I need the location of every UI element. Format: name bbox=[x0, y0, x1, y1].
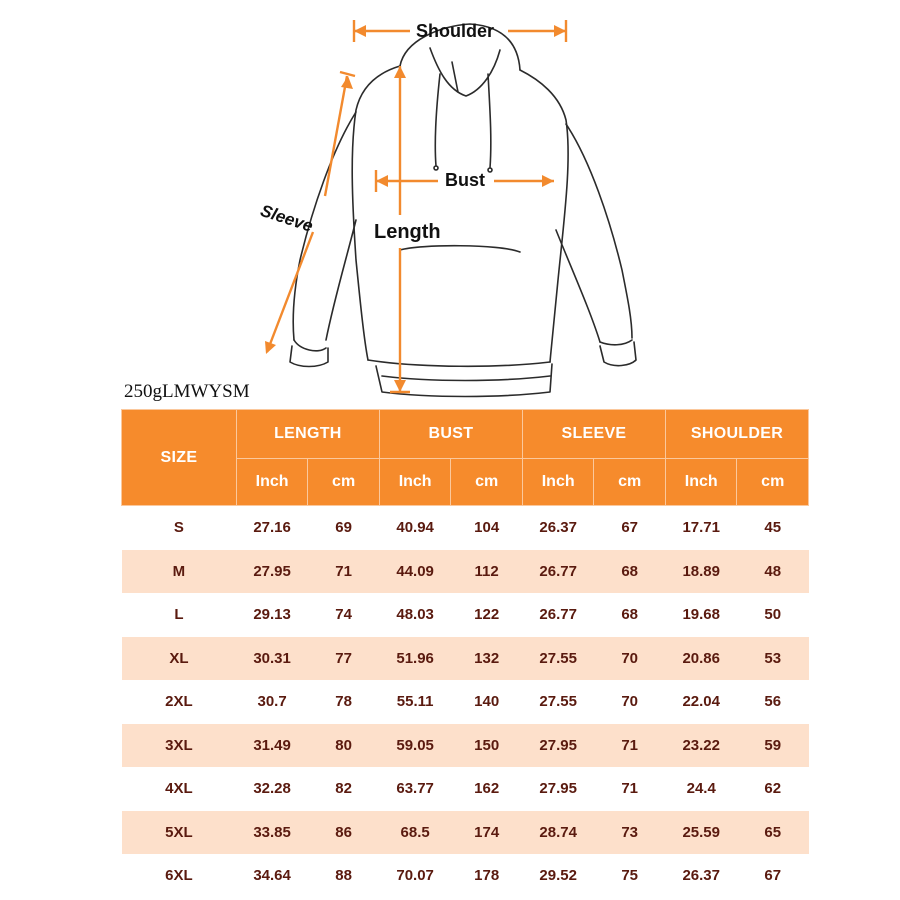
unit-header: cm bbox=[594, 459, 666, 506]
table-row bbox=[122, 550, 809, 594]
size-cell: 4XL bbox=[122, 767, 237, 811]
measurement-cell: 22.04 bbox=[665, 680, 737, 724]
measurement-cell: 88 bbox=[308, 854, 380, 898]
measurement-cell: 24.4 bbox=[665, 767, 737, 811]
measurement-cell: 70 bbox=[594, 637, 666, 681]
measurement-cell: 55.11 bbox=[379, 680, 451, 724]
measurement-cell: 63.77 bbox=[379, 767, 451, 811]
unit-header: cm bbox=[308, 459, 380, 506]
measurement-cell: 80 bbox=[308, 724, 380, 768]
table-row bbox=[122, 811, 809, 855]
measurement-cell: 26.77 bbox=[522, 550, 594, 594]
size-cell: 3XL bbox=[122, 724, 237, 768]
measurement-cell: 62 bbox=[737, 767, 809, 811]
measurement-cell: 86 bbox=[308, 811, 380, 855]
measurement-cell: 31.49 bbox=[236, 724, 308, 768]
measurement-cell: 53 bbox=[737, 637, 809, 681]
measurement-cell: 18.89 bbox=[665, 550, 737, 594]
bust-label: Bust bbox=[445, 170, 485, 190]
measurement-cell: 70 bbox=[594, 680, 666, 724]
measurement-cell: 27.16 bbox=[236, 506, 308, 550]
size-cell: 2XL bbox=[122, 680, 237, 724]
measurement-cell: 28.74 bbox=[522, 811, 594, 855]
table-row bbox=[122, 724, 809, 768]
measurement-cell: 34.64 bbox=[236, 854, 308, 898]
measurement-cell: 27.95 bbox=[236, 550, 308, 594]
table-row bbox=[122, 593, 809, 637]
measurement-cell: 50 bbox=[737, 593, 809, 637]
table-row bbox=[122, 506, 809, 550]
measurement-cell: 71 bbox=[308, 550, 380, 594]
measurement-cell: 77 bbox=[308, 637, 380, 681]
measurement-cell: 67 bbox=[737, 854, 809, 898]
measurement-cell: 70.07 bbox=[379, 854, 451, 898]
measurement-cell: 48.03 bbox=[379, 593, 451, 637]
size-chart-table bbox=[121, 409, 809, 898]
measurement-cell: 122 bbox=[451, 593, 523, 637]
unit-header: Inch bbox=[379, 459, 451, 506]
size-cell: M bbox=[122, 550, 237, 594]
measurement-cell: 33.85 bbox=[236, 811, 308, 855]
measurement-cell: 25.59 bbox=[665, 811, 737, 855]
measurement-cell: 67 bbox=[594, 506, 666, 550]
measurement-cell: 45 bbox=[737, 506, 809, 550]
measurement-cell: 27.55 bbox=[522, 637, 594, 681]
measurement-cell: 65 bbox=[737, 811, 809, 855]
measurement-cell: 19.68 bbox=[665, 593, 737, 637]
measurement-cell: 20.86 bbox=[665, 637, 737, 681]
length-label: Length bbox=[374, 221, 441, 243]
measurement-cell: 26.37 bbox=[522, 506, 594, 550]
shoulder-group-header: SHOULDER bbox=[665, 410, 808, 459]
measurement-cell: 150 bbox=[451, 724, 523, 768]
length-group-header: LENGTH bbox=[236, 410, 379, 459]
measurement-cell: 132 bbox=[451, 637, 523, 681]
measurement-cell: 59.05 bbox=[379, 724, 451, 768]
sleeve-group-header: SLEEVE bbox=[522, 410, 665, 459]
measurement-cell: 71 bbox=[594, 724, 666, 768]
table-row bbox=[122, 680, 809, 724]
measurement-cell: 112 bbox=[451, 550, 523, 594]
size-cell: XL bbox=[122, 637, 237, 681]
size-cell: 6XL bbox=[122, 854, 237, 898]
measurement-cell: 29.52 bbox=[522, 854, 594, 898]
measurement-cell: 78 bbox=[308, 680, 380, 724]
measurement-cell: 56 bbox=[737, 680, 809, 724]
measurement-diagram bbox=[0, 0, 900, 400]
measurement-cell: 73 bbox=[594, 811, 666, 855]
size-cell: 5XL bbox=[122, 811, 237, 855]
table-row bbox=[122, 637, 809, 681]
unit-header: cm bbox=[451, 459, 523, 506]
measurement-cell: 30.7 bbox=[236, 680, 308, 724]
measurement-cell: 68.5 bbox=[379, 811, 451, 855]
measurement-cell: 174 bbox=[451, 811, 523, 855]
table-group-header-row bbox=[122, 410, 809, 459]
bust-group-header: BUST bbox=[379, 410, 522, 459]
size-column-header: SIZE bbox=[122, 410, 237, 506]
measurement-cell: 140 bbox=[451, 680, 523, 724]
measurement-cell: 27.95 bbox=[522, 767, 594, 811]
hoodie-outline-icon bbox=[0, 0, 900, 400]
measurement-cell: 40.94 bbox=[379, 506, 451, 550]
measurement-cell: 68 bbox=[594, 550, 666, 594]
sleeve-label: Sleeve bbox=[258, 201, 316, 236]
measurement-cell: 69 bbox=[308, 506, 380, 550]
measurement-cell: 26.37 bbox=[665, 854, 737, 898]
measurement-cell: 74 bbox=[308, 593, 380, 637]
measurement-cell: 17.71 bbox=[665, 506, 737, 550]
measurement-cell: 23.22 bbox=[665, 724, 737, 768]
measurement-cell: 27.95 bbox=[522, 724, 594, 768]
measurement-cell: 82 bbox=[308, 767, 380, 811]
measurement-cell: 51.96 bbox=[379, 637, 451, 681]
unit-header: Inch bbox=[665, 459, 737, 506]
model-code: 250gLMWYSM bbox=[124, 381, 250, 402]
measurement-cell: 68 bbox=[594, 593, 666, 637]
table-row bbox=[122, 767, 809, 811]
table-row bbox=[122, 854, 809, 898]
unit-header: Inch bbox=[236, 459, 308, 506]
measurement-cell: 44.09 bbox=[379, 550, 451, 594]
measurement-cell: 178 bbox=[451, 854, 523, 898]
measurement-cell: 26.77 bbox=[522, 593, 594, 637]
measurement-cell: 104 bbox=[451, 506, 523, 550]
measurement-cell: 32.28 bbox=[236, 767, 308, 811]
measurement-cell: 59 bbox=[737, 724, 809, 768]
measurement-cell: 75 bbox=[594, 854, 666, 898]
size-cell: L bbox=[122, 593, 237, 637]
unit-header: Inch bbox=[522, 459, 594, 506]
measurement-cell: 30.31 bbox=[236, 637, 308, 681]
measurement-cell: 71 bbox=[594, 767, 666, 811]
measurement-cell: 162 bbox=[451, 767, 523, 811]
size-cell: S bbox=[122, 506, 237, 550]
shoulder-label: Shoulder bbox=[416, 21, 495, 41]
measurement-cell: 29.13 bbox=[236, 593, 308, 637]
measurement-cell: 48 bbox=[737, 550, 809, 594]
unit-header: cm bbox=[737, 459, 809, 506]
size-table-body bbox=[122, 506, 809, 898]
measurement-cell: 27.55 bbox=[522, 680, 594, 724]
